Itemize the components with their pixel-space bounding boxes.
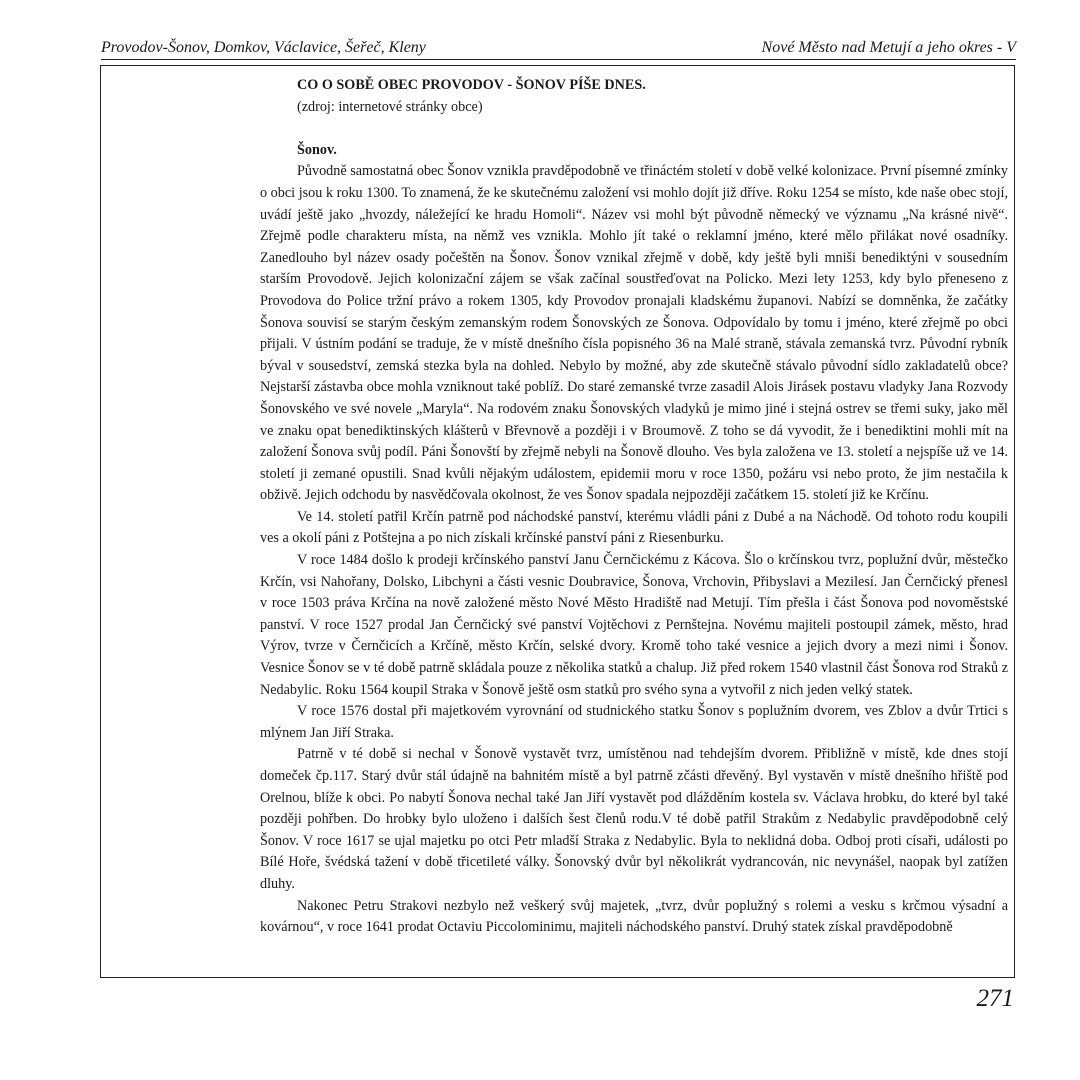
section-heading: Šonov. bbox=[297, 141, 337, 158]
paragraph: Původně samostatná obec Šonov vznikla pravděpodobně ve třináctém století v době velké kolonizace. První písemné zmínky o obci jsou k roku 1300. To znamená, že ke skutečnému založení vsi mohlo dojít již dříve. Roku 1254 se místo, kde naše obec stojí, uvádí ještě jako „hvozdy, náležející ke hradu Homoli“. Název vsi mohl být původně německý ve významu „Na krásné nivě“. Zřejmě podle charakteru místa, na němž ves vznikla. Mohlo jít také o reklamní jméno, které mělo přilákat nové osadníky. Zanedlouho byl název osady počeštěn na Šonov. Šonov vznikal zřejmě v době, kdy ještě byli mniši benediktýni v sousedním starším Provodově. Jejich kolonizační zájem se však začínal soustřeďovat na Policko. Mezi lety 1253, kdy bylo přeneseno z Provodova do Police tržní právo a rokem 1305, kdy Provodov pronajali kladskému županovi. Nabízí se domněnka, že začátky Šonova souvisí se starým českým zemanským rodem Šonovských ze Šonova. Odpovídalo by tomu i jméno, které zřejmě po obci přijali. V ústním podání se traduje, že v místě dnešního čísla popisného 36 na Malé straně, stávala zemanská tvrz. Původní rybník býval v sousedství, zemská stezka byla na dohled. Nebylo by možné, aby zde skutečně stávalo původní sídlo zakladatelů obce? Nejstarší zástavba obce mohla vzniknout také poblíž. Do staré zemanské tvrze zasadil Alois Jirásek postavu vladyky Jana Rozvody Šonovského ve své novele „Maryla“. Na rodovém znaku Šonovských vladyků je mimo jiné i stejná ostrev se třemi suky, jako měl ve znaku opat benediktinských klášterů v Břevnově a později i v Broumově. Z toho se dá vyvodit, že i benediktini mohli mít na založení Šonova svůj podíl. Páni Šonovští by zřejmě nebyli na Šonově dlouho. Ves byla založena ve 13. století a nejspíše už ve 14. století ji zemané opustili. Snad kvůli nějakým událostem, epidemii moru v roce 1350, požáru vsi nebo proto, že jim nestačila k obživě. Jejich odchodu by nasvědčovala okolnost, že ves Šonov spadala nejpozději začátkem 15. století již ke Krčínu. bbox=[260, 163, 1008, 504]
paragraph: V roce 1576 dostal při majetkovém vyrovnání od studnického statku Šonov s poplužním dvorem, ves Zblov a dvůr Trtici s mlýnem Jan Jiří Straka. bbox=[260, 703, 1008, 741]
header-left-title: Provodov-Šonov, Domkov, Václavice, Šeřeč, Kleny bbox=[101, 39, 426, 56]
paragraph: Nakonec Petru Strakovi nezbylo než veškerý svůj majetek, „tvrz, dvůr poplužný s rolemi a vesku s krčmou výsadní a kovárnou“, v roce 1641 prodat Octaviu Piccolominimu, majiteli náchodského panství. Druhý statek získal pravděpodobně bbox=[260, 897, 1008, 936]
article-title: CO O SOBĚ OBEC PROVODOV - ŠONOV PÍŠE DNES. bbox=[297, 77, 646, 93]
header-right-title: Nové Město nad Metují a jeho okres - V bbox=[761, 39, 1016, 56]
running-header bbox=[101, 38, 1016, 60]
paragraph: Patrně v té době si nechal v Šonově vystavět tvrz, umístěnou nad tehdejším dvorem. Přibližně v místě, kde dnes stojí domeček čp.117. Starý dvůr stál údajně na bahnitém místě a byl patrně zčásti dřevěný. Byl vystavěn v místě dnešního hřiště pod Orelnou, blíže k obci. Po nabytí Šonova nechal také Jan Jiří vystavět pod dlážděním kostela sv. Václava hrobku, do které byl také později pohřben. Do hrobky bylo uloženo i dalších šest členů rodu.V té době patřil Strakům z Nedabylic pravděpodobně celý Šonov. V roce 1617 se ujal majetku po otci Petr mladší Straka z Nedabylic. Byla to neklidná doba. Odboj proti císaři, události po Bílé Hoře, švédská tažení v době třicetileté války. Šonovský dvůr byl několikrát vydrancován, nic nevynášel, naopak byl zatížen dluhy. bbox=[260, 746, 1008, 892]
page-number: 271 bbox=[976, 985, 1014, 1012]
article-body bbox=[260, 75, 1008, 939]
article-source: (zdroj: internetové stránky obce) bbox=[297, 98, 483, 115]
paragraph: V roce 1484 došlo k prodeji krčínského panství Janu Černčickému z Kácova. Šlo o krčínskou tvrz, poplužní dvůr, městečko Krčín, vsi Nahořany, Dolsko, Libchyni a části vesnic Doubravice, Šonova, Vrchovin, Přibyslavi a Mezilesí. Jan Černčický přenesl v roce 1503 práva Krčína na nově založené město Nové Město Hradiště nad Metují. Tím přešla i část Šonova pod novoměstské panství. V roce 1527 prodal Jan Černčický své panství Vojtěchovi z Pernštejna. Novému majiteli postoupil zámek, město, hrad Výrov, tvrze v Černčicích a Krčíně, město Krčín, selské dvory. Kromě toho také vesnice a jejich dvory a mezi nimi i Šonov. Vesnice Šonov se v té době patrně skládala pouze z několika statků a chalup. Již před rokem 1540 vlastnil část Šonova rod Straků z Nedabylic. Roku 1564 koupil Straka v Šonově ještě osm statků pro svého syna a vytvořil z nich jeden velký statek. bbox=[260, 552, 1008, 698]
paragraph: Ve 14. století patřil Krčín patrně pod náchodské panství, kterému vládli páni z Dubé a na Náchodě. Od tohoto rodu koupili ves a okolí páni z Potštejna a po nich získali krčínské panství páni z Riesenburku. bbox=[260, 508, 1008, 547]
